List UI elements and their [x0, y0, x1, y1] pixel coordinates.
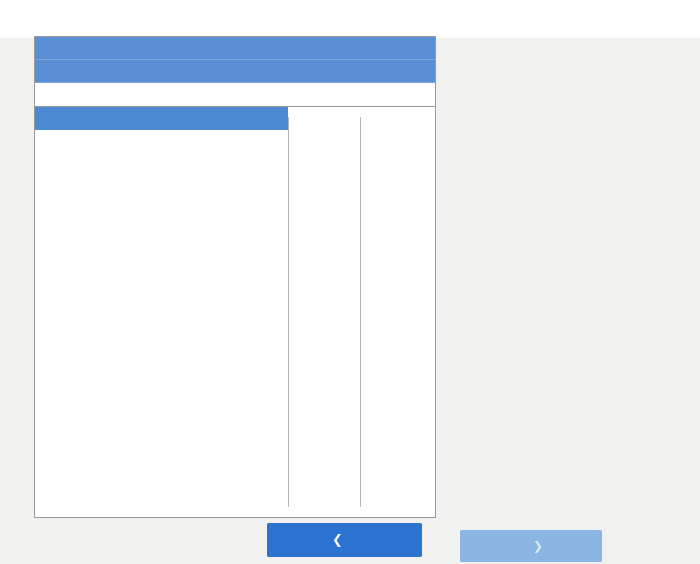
account-titles-header-bg — [35, 107, 288, 130]
adjusted-tb-button[interactable] — [460, 530, 602, 562]
chevron-right-icon: ❯ — [532, 539, 544, 553]
chevron-left-icon: ❮ — [332, 532, 343, 547]
statement-title — [35, 60, 435, 83]
t-accounts-button[interactable] — [267, 523, 422, 557]
credit-divider — [360, 117, 361, 507]
company-name — [35, 37, 435, 60]
trial-balance-table — [34, 36, 436, 518]
statement-date — [35, 84, 435, 107]
instruction-bar — [0, 0, 700, 38]
debit-divider — [288, 117, 289, 507]
